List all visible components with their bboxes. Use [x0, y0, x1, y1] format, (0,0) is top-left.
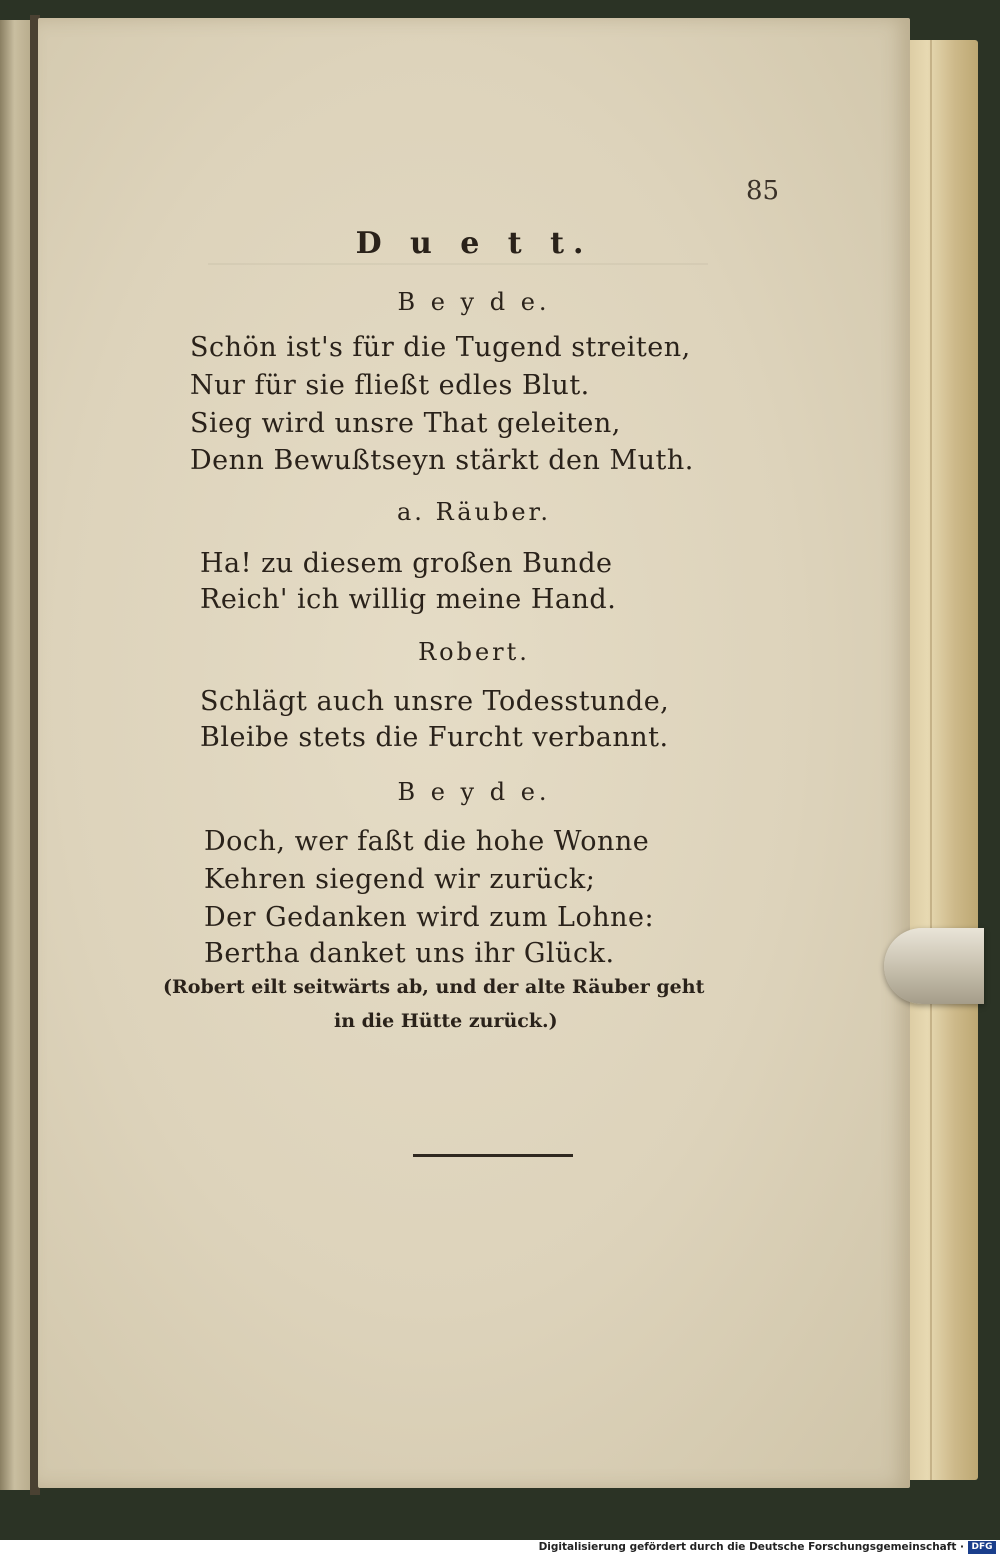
- verse-line: Nur für sie fließt edles Blut.: [190, 370, 590, 401]
- verse-line: Doch, wer faßt die hohe Wonne: [204, 826, 650, 857]
- speaker-heading: Robert.: [418, 638, 530, 666]
- page-clip: [884, 928, 984, 1004]
- page-title: D u e t t.: [355, 226, 593, 261]
- verse-line: Der Gedanken wird zum Lohne:: [204, 902, 655, 933]
- closing-rule: [413, 1154, 573, 1157]
- left-page-edge: [0, 20, 32, 1490]
- footer-credit: Digitalisierung gefördert durch die Deutsche Forschungsgemeinschaft ·: [538, 1541, 964, 1553]
- page-number: 85: [746, 176, 780, 206]
- verse-line: Reich' ich willig meine Hand.: [200, 584, 617, 615]
- verse-line: Schlägt auch unsre Todesstunde,: [200, 686, 670, 717]
- digitization-footer: [0, 1540, 1000, 1556]
- verse-line: Kehren siegend wir zurück;: [204, 864, 596, 895]
- book-page: [38, 18, 910, 1488]
- stage-direction: (Robert eilt seitwärts ab, und der alte Räuber geht: [163, 976, 705, 998]
- stage-direction: in die Hütte zurück.): [334, 1010, 558, 1032]
- speaker-heading: B e y d e.: [397, 288, 551, 316]
- speaker-heading: B e y d e.: [397, 778, 551, 806]
- dfg-logo-icon: DFG: [968, 1541, 996, 1554]
- verse-line: Denn Bewußtseyn stärkt den Muth.: [190, 445, 694, 476]
- verse-line: Sieg wird unsre That geleiten,: [190, 408, 621, 439]
- verse-line: Bleibe stets die Furcht verbannt.: [200, 722, 669, 753]
- verse-line: Schön ist's für die Tugend streiten,: [190, 332, 691, 363]
- page-stack-edge: [900, 40, 978, 1480]
- speaker-heading: a. Räuber.: [397, 498, 551, 526]
- verse-line: Bertha danket uns ihr Glück.: [204, 938, 615, 969]
- verse-line: Ha! zu diesem großen Bunde: [200, 548, 613, 579]
